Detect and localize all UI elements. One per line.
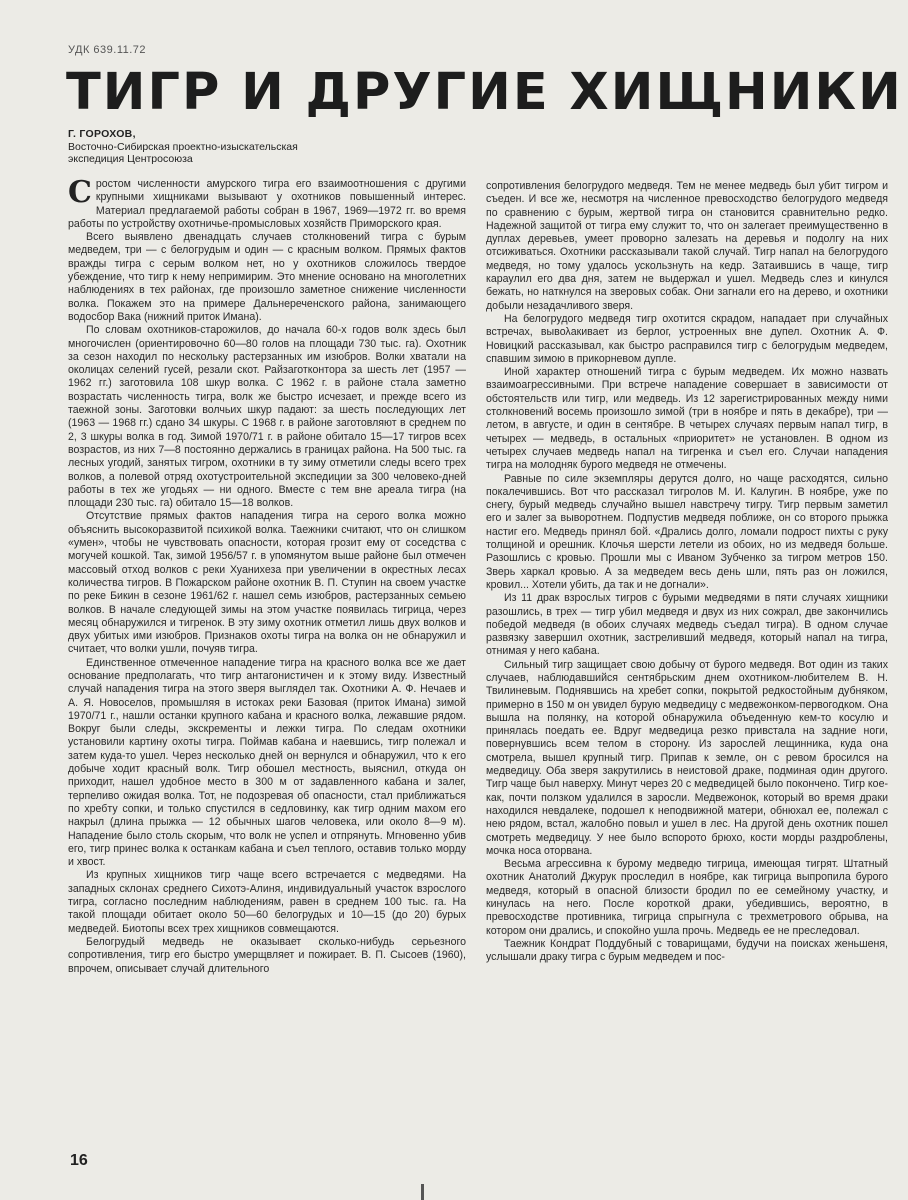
paragraph: Из 11 драк взрослых тигров с бурыми медведями в пяти случаях хищники разошлись, в трех — тигр убил медведя и двух из них сожрал, две закончились победой медведя (в обоих случаях медведь съедал тигра). В одном случае развязку завершил охотник, застреливший медведя, который напал на тигра, отнимая у него кабана.	[486, 592, 888, 658]
affiliation-line-1: Восточно-Сибирская проектно-изыскательская	[68, 140, 298, 153]
author-name: Г. ГОРОХОВ,	[68, 128, 136, 140]
page-number: 16	[70, 1152, 88, 1169]
paragraph: Белогрудый медведь не оказывает сколько-нибудь серьезного сопротивления, тигр его быстро умерщвляет и пожирает. В. П. Сысоев (1960), впрочем, описывает случай длительного	[68, 935, 466, 975]
article-title: ТИГР И ДРУГИЕ ХИЩНИКИ	[66, 63, 903, 122]
paragraph: Весьма агрессивна к бурому медведю тигрица, имеющая тигрят. Штатный охотник Анатолий Джурук проследил в ноябре, как тигрица выпропила бурого медведя, который в опасной близости бродил по ее семейному участку, и кинулась на него. После короткой драки, убедившись, вероятно, в превосходстве противника, тигрица спрыгнула с трехметрового обрыва, на котором они дрались, и спокойно ушла прочь. Медведь ее не преследовал.	[486, 858, 888, 937]
drop-cap: С	[68, 175, 92, 210]
paragraph	[68, 175, 466, 231]
paragraph: Всего выявлено двенадцать случаев столкновений тигра с бурым медведем, три — с белогрудым и один — с красным волком. Прямых фактов вражды тигра с серым волком нет, но у охотников сложилось твердое убеждение, что тигр к нему непримирим. Это мнение основано на многолетних наблюдениях в тех районах, где произошло заметное снижение численности волка. Покажем это на примере Дальнереченского района, занимающего водосбор Вака (нижний приток Имана).	[68, 231, 466, 323]
article-column-left	[68, 175, 466, 976]
paragraph: Иной характер отношений тигра с бурым медведем. Их можно назвать взаимоагрессивными. При встрече нападение совершает в зависимости от обстоятельств или тигр, или медведь. Из 12 зарегистрированных между ними столкновений восемь произошло зимой (три в ноябре и пять в декабре), три — летом, в августе, и один в сентябре. В четырех случаях первым напал тигр, в четырех — медведь, в остальных «приоритет» не установлен. В одном из четырех случаев медведь напал на тигренка и съел его. Случаи нападения тигра на молодняк бурого медведя не отмечены.	[486, 366, 888, 472]
paragraph: Из крупных хищников тигр чаще всего встречается с медведями. На западных склонах среднего Сихотэ-Алиня, индивидуальный участок взрослого тигра, согласно последним наблюдениям, равен в среднем 100 тыс. га. На такой площади обитает около 50—60 белогрудых и 10—15 (до 20) бурых медведей. Биотопы всех трех хищников совмещаются.	[68, 869, 466, 935]
paragraph: По словам охотников-старожилов, до начала 60-х годов волк здесь был многочислен (ориентировочно 60—80 голов на площади 730 тыс. га). Охотник за сезон находил по нескольку растерзанных им изюбров. Волки хватали на околицах селений гусей, резали скот. Райзаготконтора за шесть лет (1957 — 1962 гг.) заготовила 108 шкур волка. С 1962 г. в районе стала заметно возрастать численность тигра, волк же быстро исчезает, и прежде всего из таежной зоны. Заготовки волчьих шкур падают: за шесть последующих лет (1963 — 1968 гг.) сдано 34 шкуры. С 1968 г. в районе заготовляют в среднем по 2, 3 шкуры волка в год. Зимой 1970/71 г. в районе обитало 15—17 тигров всех возрастов, из них 7—8 постоянно держались в границах района. На 500 тыс. га лесных угодий, занятых тигром, охотники в ту зиму отметили следы всего трех волков, а полевой отряд охотустроительной экспедиции за 300 человеко-дней работы в тех же угодьях — ни одного. Вместе с тем вне ареала тигра (на площади 230 тыс. га) обитало 15—18 волков.	[68, 324, 466, 510]
paragraph-text: ростом численности амурского тигра его взаимоотношения с другими крупными хищниками вызывают у охотников повышенный интерес. Материал предлагаемой работы собран в 1967, 1969—1972 гг. во время работы по устройству охотничье-промысловых хозяйств Приморского края.	[68, 178, 466, 230]
scan-edge-mark	[421, 1184, 424, 1200]
paragraph: На белогрудого медведя тигр охотится скрадом, нападает при случайных встречах, вывολакивает из берлог, устроенных вне дупел. Охотник А. Ф. Новицкий рассказывал, как быстро расправился тигр с белогрудым медведем, спавшим зимою в прикорневом дупле.	[486, 312, 888, 365]
paragraph: Равные по силе экземпляры дерутся долго, но чаще расходятся, сильно покалечившись. Вот что рассказал тигролов М. И. Калугин. В ноябре, уже по снегу, бурый медведь случайно вышел навстречу тигру. Тигр первым заметил его и залег за выворотнем. Подпустив медведя поближе, он со второго прыжка настиг его. Медведь принял бой. «Дрались долго, ломали подрост пихты с руку толщиной и орешник. Клочья шерсти летели из обоих, но из медведя больше. Разошлись с кровью. Прошли мы с Иваном Зубченко за тигром метров 150. Зверь харкал кровью. А за медведем весь день шли, пять раз он ложился, кровил... Хотели убить, да так и не догнали».	[486, 472, 888, 591]
affiliation-line-2: экспедиция Центросоюза	[68, 153, 193, 165]
udc-code: УДК 639.11.72	[68, 44, 147, 56]
paragraph: Сильный тигр защищает свою добычу от бурого медведя. Вот один из таких случаев, наблюдавшийся сентябрьским днем охотником-любителем В. Н. Твилиневым. Поднявшись на хребет сопки, покрытой редкостойным дубняком, примерно в 150 м он увидел бурую медведицу с медвежонком-первогодком. Она вышла на полянку, на которой обнаружила объеденную кем-то косулю и принялась поедать ее. Вдруг медведица резко привстала на задние ноги, повернувшись всем телом в сторону. Из зарослей лещинника, куда она смотрела, вышел крупный тигр. Припав к земле, он с ревом бросился на медведицу. Оба зверя закрутились в неистовой драке, подминая один другого. Тигр чаще был наверху. Минут через 20 с медведицей было покончено. Тигр кое-как, почти ползком удалился в заросли. Медвежонок, который во время драки находился невдалеке, подошел к неподвижной матери, обнюхал ее, полежал с нею рядом, встал, жалобно повыл и ушел в лес. На другой день охотник пошел смотреть медведицу. У нее было вспорото брюхо, кости морды раздроблены, мочка носа оторвана.	[486, 658, 888, 857]
article-column-right	[486, 180, 888, 965]
paragraph: Единственное отмеченное нападение тигра на красного волка все же дает основание предполагать, что тигр антагонистичен и к этому виду. Известный случай нападения тигра на этого зверя выглядел так. Охотники А. Ф. Нечаев и А. Я. Новоселов, промышляя в истоках реки Базовая (приток Имана) зимой 1970/71 г., нашли останки крупного кабана и красного волка, лежавшие рядом. Вокруг были следы, экскременты и лежки тигра. По следам охотники установили картину охоты тигра. Поймав кабана и наевшись, тигр полежал и затем куда-то ушел. Через несколько дней он вернулся и обнаружил, что к его добыче ходит красный волк. Тигр обошел местность, выяснил, откуда он приходит, нашел удобное место в 300 м от задавленного кабана и залег, терпеливо ожидая волка. Тот, не подозревая об опасности, стал приближаться по хребту сопки, и только спустился в седловинку, как тигр одним махом его накрыл (длина прыжка — 12 обычных шагов человека, или около 8—9 м). Нападение было столь скорым, что волк не успел и отпрянуть. Мгновенно убив его, тигр принес волка к останкам кабана и съел теплого, оставив только морду и хвост.	[68, 656, 466, 869]
paragraph: Таежник Кондрат Поддубный с товарищами, будучи на поисках женьшеня, услышали драку тигра с бурым медведем и пос-	[486, 937, 888, 964]
paragraph: Отсутствие прямых фактов нападения тигра на серого волка можно объяснить высокоразвитой психикой волка. Таежники считают, что он слишком «умен», чтобы не чувствовать опасности, которая грозит ему от соседства с могучей кошкой. Так, зимой 1956/57 г. в упомянутом выше районе был отмечен массовый отход волков с реки Хуанихеза при увеличении в окрестных лесах количества тигров. В Пожарском районе охотник В. П. Ступин на своем участке по реке Бикин в сезоне 1961/62 г. нашел семь изюбров, растерзанных семьею волков. В начале следующей зимы на этом участке появилась тигрица, через месяц обнаружился и тигренок. В эту зиму охотник отметил лишь двух волков и двух убитых ими изюбров. Признаков охоты тигра на волка он не обнаружил и считает, что волки ушли, почуяв тигра.	[68, 510, 466, 656]
byline	[68, 128, 488, 166]
paragraph: сопротивления белогрудого медведя. Тем не менее медведь был убит тигром и съеден. И все же, несмотря на численное превосходство белогрудого медведя по сравнению с бурым, жертвой тигра он становится сравнительно редко. Надежной защитой от тигра ему служит то, что он залегает преимущественно в дуплах деревьев, умеет проворно залезать на деревья и подолгу на них отсиживаться. Охотники рассказывали такой случай. Тигр напал на белогрудого медведя, но тому удалось ускользнуть на кедр. Затаившись в чаще, тигр караулил его два дня, затем не выдержал и ушел. Медведь слез и кинулся бежать, но наткнулся на зверовых собак. Они загнали его на дерево, и охотники добыли незадачливого зверя.	[486, 180, 888, 312]
